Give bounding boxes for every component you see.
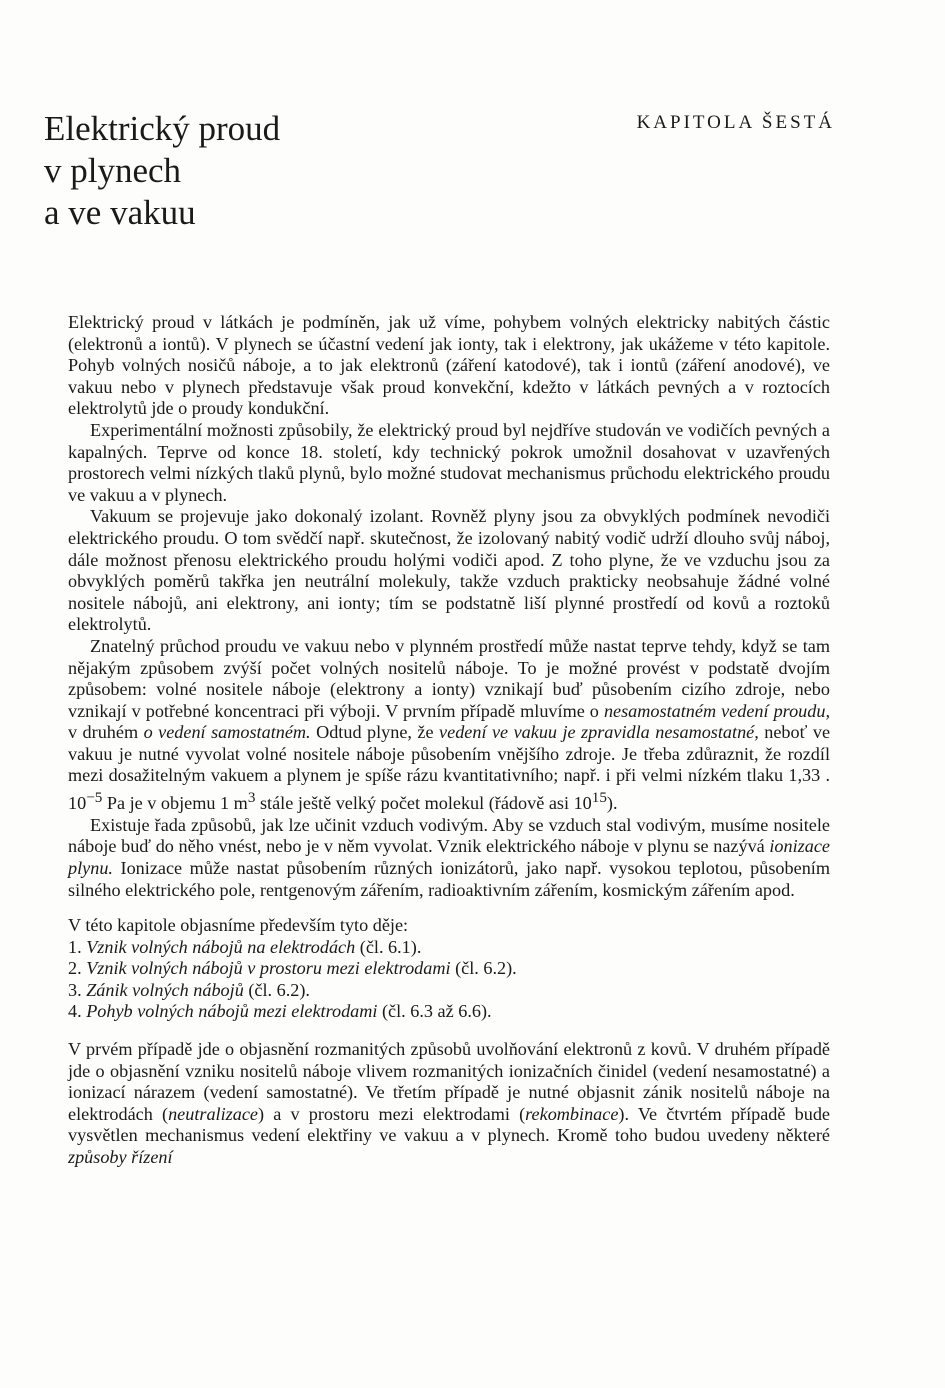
chapter-title-line-2: v plynech [44,151,182,190]
process-list [68,915,830,1023]
chapter-title [44,108,464,234]
paragraph-4: Znatelný průchod proudu ve vakuu nebo v plynném prostředí může nastat teprve tehdy, když se tam nějakým způsobem zvýší počet volných nositelů náboje. To je možné provést v podstatě dvojím způsobem: volné nositele náboje (elektrony a ionty) vznikají buď působením cizího zdroje, nebo vznikají v potřebné koncentraci při výboji. V prvním případě mluvíme o nesamostatném vedení proudu, v druhém o vedení samostatném. Odtud plyne, že vedení ve vakuu je zpravidla nesamostatné, neboť ve vakuu je nutné vyvolat volné nositele náboje působením vnějšího zdroje. Je třeba zdůraznit, že rozdíl mezi dosažitelným vakuem a plynem je spíše rázu kvantitativního; např. i při velmi nízkém tlaku 1,33 . $10^{-5}$ Pa je v objemu 1 $m^3$ stále ještě velký počet molekul (řádově asi $10^{15}$). [68,635,831,814]
list-item: 1. Vznik volných nábojů na elektrodách (čl. 6.1). [68,936,422,957]
body-text [68,312,830,1169]
list-intro: V této kapitole objasníme především tyto děje: [68,915,409,936]
chapter-title-line-3: a ve vakuu [44,193,196,232]
paragraph-2: Experimentální možnosti způsobily, že elektrický proud byl nejdříve studován ve vodičích pevných a kapalných. Teprve od konce 18. století, kdy technický pokrok umožnil dosahovat v uzavřených prostorech velmi nízkých tlaků plynů, bylo možné studovat mechanismus průchodu elektrického proudu ve vakuu a v plynech. [68,419,830,505]
paragraph-1: Elektrický proud v látkách je podmíněn, jak už víme, pohybem volných elektricky nabitých částic (elektronů a iontů). V plynech se účastní vedení jak ionty, tak i elektrony, jak ukážeme v této kapitole. Pohyb volných nosičů náboje, a to jak elektronů (záření katodové), tak i iontů (záření anodové), ve vakuu nebo v plynech představuje však proud konvekční, kdežto v látkách pevných a v roztocích elektrolytů jde o proudy kondukční. [68,312,830,419]
chapter-label: KAPITOLA ŠESTÁ [636,112,835,133]
list-item: 3. Zánik volných nábojů (čl. 6.2). [68,979,310,1000]
list-item: 2. Vznik volných nábojů v prostoru mezi elektrodami (čl. 6.2). [68,958,517,979]
closing-paragraph: V prvém případě jde o objasnění rozmanitých způsobů uvolňování elektronů z kovů. V druhém případě jde o objasnění vzniku nositelů náboje vlivem rozmanitých ionizačních činidel (vedení nesamostatné) a ionizací nárazem (vedení samostatné). Ve třetím případě je nutné objasnit zánik nositelů náboje na elektrodách (neutralizace) a v prostoru mezi elektrodami (rekombinace). Ve čtvrtém případě bude vysvětlen mechanismus vedení elektřiny ve vakuu a v plynech. Kromě toho budou uvedeny některé způsoby řízení [68,1039,831,1168]
paragraph-5: Existuje řada způsobů, jak lze učinit vzduch vodivým. Aby se vzduch stal vodivým, musíme nositele náboje buď do něho vnést, nebo je v něm vyvolat. Vznik elektrického náboje v plynu se nazývá ionizace plynu. Ionizace může nastat působením různých ionizátorů, jako např. vysokou teplotou, působením silného elektrického pole, rentgenovým zářením, radioaktivním zářením, kosmickým zářením apod. [68,814,830,900]
paragraph-3: Vakuum se projevuje jako dokonalý izolant. Rovněž plyny jsou za obvyklých podmínek nevodiči elektrického proudu. O tom svědčí např. skutečnost, že izolovaný nabitý vodič udrží dlouho svůj náboj, dále možnost přenosu elektrického proudu holými vodiči apod. Z toho plyne, že ve vzduchu jsou za obvyklých poměrů takřka jen neutrální molekuly, takže vzduch prakticky neobsahuje žádné volné nositele nábojů, ani elektrony, ani ionty; tím se podstatně liší plynné prostředí od kovů a roztoků elektrolytů. [68,506,830,635]
list-item: 4. Pohyb volných nábojů mezi elektrodami (čl. 6.3 až 6.6). [68,1001,492,1022]
closing-section [68,1039,830,1169]
chapter-title-line-1: Elektrický proud [44,109,281,148]
